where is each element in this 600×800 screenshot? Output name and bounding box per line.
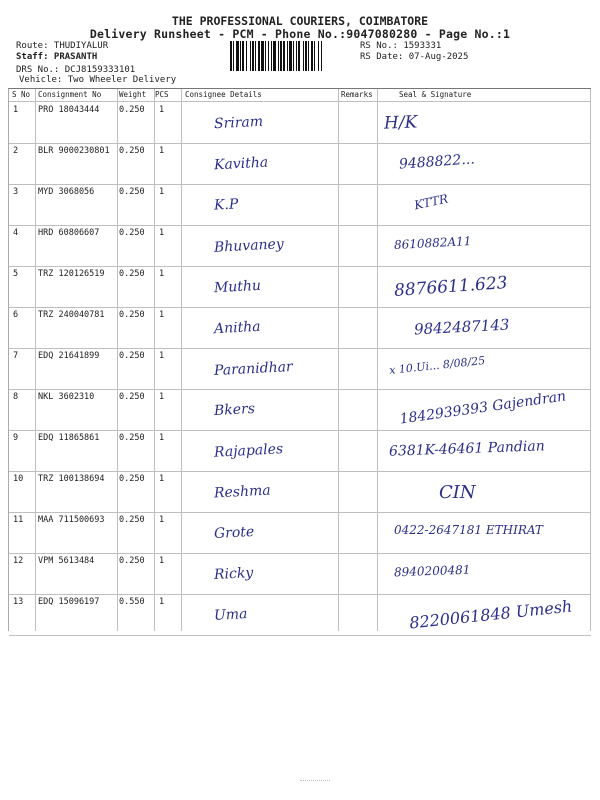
row-pcs: 1 [159, 228, 165, 238]
row-sno: 13 [13, 597, 24, 607]
seal-signature: 8610882A11 [393, 233, 472, 253]
barcode-bar [236, 41, 239, 71]
consignee-signature: Grote [213, 523, 255, 543]
row-sno: 12 [13, 556, 24, 566]
consignee-signature: Kavitha [213, 154, 269, 174]
row-sno: 7 [13, 351, 19, 361]
row-weight: 0.250 [119, 146, 145, 156]
consignee-signature: Rajapales [213, 441, 284, 461]
row-pcs: 1 [159, 187, 165, 197]
seal-signature: 0422-2647181 ETHIRAT [394, 523, 543, 537]
row-consignment-no: MAA 711500693 [38, 515, 105, 525]
barcode-bar [273, 41, 276, 71]
barcode-bar [280, 41, 282, 71]
consignee-signature: Reshma [213, 482, 272, 502]
row-consignment-no: EDQ 11865861 [38, 433, 100, 443]
row-pcs: 1 [159, 351, 165, 361]
barcode-bar [296, 41, 297, 71]
barcode-bar [240, 41, 241, 71]
row-sno: 2 [13, 146, 19, 156]
seal-signature: H/K [383, 112, 418, 134]
row-weight: 0.250 [119, 474, 145, 484]
row-sno: 10 [13, 474, 24, 484]
row-pcs: 1 [159, 310, 165, 320]
barcode-bar [289, 41, 292, 71]
seal-signature: 8220061848 Umesh [408, 596, 574, 633]
consignee-signature: Bkers [213, 400, 256, 420]
barcode-bar [318, 41, 319, 71]
row-pcs: 1 [159, 474, 165, 484]
row-divider [9, 143, 591, 144]
seal-signature: 1842939393 Gajendran [398, 388, 568, 428]
seal-signature: 9488822... [398, 151, 476, 173]
row-divider [9, 594, 591, 595]
row-weight: 0.250 [119, 351, 145, 361]
row-divider [9, 184, 591, 185]
row-consignment-no: BLR 9000230801 [38, 146, 110, 156]
barcode-bar [303, 41, 304, 71]
runsheet-table [8, 88, 591, 631]
row-divider [9, 430, 591, 431]
row-weight: 0.250 [119, 392, 145, 402]
vehicle-label: Vehicle: Two Wheeler Delivery [19, 75, 177, 85]
row-divider [9, 225, 591, 226]
consignee-signature: Ricky [213, 564, 254, 584]
barcode-bar [252, 41, 254, 71]
row-divider [9, 512, 591, 513]
barcode-bar [321, 41, 322, 71]
consignee-signature: Sriram [213, 113, 264, 133]
row-weight: 0.250 [119, 310, 145, 320]
row-consignment-no: VPM 5613484 [38, 556, 95, 566]
seal-signature: KTTR [412, 191, 450, 213]
seal-signature: 8940200481 [393, 562, 471, 580]
col-consignee: Consignee Details [185, 90, 262, 99]
row-pcs: 1 [159, 105, 165, 115]
staff-label: Staff: PRASANTH [16, 52, 98, 62]
row-sno: 3 [13, 187, 19, 197]
barcode-bar [233, 41, 234, 71]
consignee-signature: Anitha [213, 318, 261, 338]
company-title: THE PROFESSIONAL COURIERS, COIMBATORE [171, 14, 429, 28]
footer-mark [300, 780, 330, 787]
row-sno: 1 [13, 105, 19, 115]
rs-number: RS No.: 1593331 [360, 41, 442, 51]
barcode-bar [283, 41, 285, 71]
row-consignment-no: TRZ 240040781 [38, 310, 105, 320]
barcode-bar [308, 41, 309, 71]
col-weight: Weight [119, 90, 147, 99]
col-sno: S No [12, 90, 31, 99]
barcode-bar [298, 41, 300, 71]
row-consignment-no: TRZ 120126519 [38, 269, 105, 279]
row-sno: 9 [13, 433, 19, 443]
consignee-signature: Muthu [213, 277, 262, 297]
row-pcs: 1 [159, 597, 165, 607]
col-remarks: Remarks [341, 90, 373, 99]
row-pcs: 1 [159, 146, 165, 156]
row-sno: 4 [13, 228, 19, 238]
barcode-bar [250, 41, 251, 71]
barcode [230, 41, 358, 71]
col-pcs: PCS [155, 90, 169, 99]
row-pcs: 1 [159, 515, 165, 525]
col-consignment: Consignment No [38, 90, 102, 99]
barcode-bar [305, 41, 307, 71]
barcode-bar [293, 41, 294, 71]
row-weight: 0.250 [119, 228, 145, 238]
row-weight: 0.250 [119, 515, 145, 525]
row-sno: 6 [13, 310, 19, 320]
barcode-bar [230, 41, 232, 71]
seal-signature: CIN [439, 482, 476, 503]
row-divider [9, 348, 591, 349]
rs-date: RS Date: 07-Aug-2025 [360, 52, 469, 62]
barcode-bar [258, 41, 260, 71]
seal-signature: x 10.Ui... 8/08/25 [388, 353, 486, 378]
drs-number: DRS No.: DCJ8159333101 [16, 65, 136, 75]
barcode-bar [261, 41, 264, 71]
barcode-bar [287, 41, 288, 71]
row-weight: 0.550 [119, 597, 145, 607]
row-sno: 5 [13, 269, 19, 279]
row-weight: 0.250 [119, 556, 145, 566]
row-consignment-no: EDQ 21641899 [38, 351, 100, 361]
consignee-signature: Uma [213, 606, 248, 624]
seal-signature: 9842487143 [413, 315, 510, 339]
barcode-bar [278, 41, 279, 71]
consignee-signature: K.P [213, 196, 239, 214]
row-consignment-no: HRD 60806607 [38, 228, 100, 238]
row-pcs: 1 [159, 269, 165, 279]
row-divider [9, 635, 591, 636]
row-divider [9, 471, 591, 472]
row-sno: 8 [13, 392, 19, 402]
row-divider [9, 266, 591, 267]
row-weight: 0.250 [119, 187, 145, 197]
row-pcs: 1 [159, 556, 165, 566]
row-consignment-no: PRO 18043444 [38, 105, 100, 115]
row-consignment-no: EDQ 15096197 [38, 597, 100, 607]
row-consignment-no: MYD 3068056 [38, 187, 95, 197]
row-pcs: 1 [159, 433, 165, 443]
row-weight: 0.250 [119, 269, 145, 279]
row-weight: 0.250 [119, 105, 145, 115]
row-consignment-no: TRZ 100138694 [38, 474, 105, 484]
route-label: Route: THUDIYALUR [16, 41, 109, 51]
row-divider [9, 389, 591, 390]
seal-signature: 6381K-46461 Pandian [388, 438, 545, 460]
barcode-bar [246, 41, 247, 71]
row-consignment-no: NKL 3602310 [38, 392, 95, 402]
row-divider [9, 307, 591, 308]
barcode-bar [314, 41, 315, 71]
barcode-bar [265, 41, 266, 71]
barcode-bar [255, 41, 256, 71]
barcode-bar [242, 41, 244, 71]
barcode-bar [311, 41, 313, 71]
seal-signature: 8876611.623 [393, 273, 509, 301]
row-sno: 11 [13, 515, 24, 525]
col-seal: Seal & Signature [399, 90, 472, 99]
barcode-bar [271, 41, 272, 71]
row-weight: 0.250 [119, 433, 145, 443]
runsheet-subtitle: Delivery Runsheet - PCM - Phone No.:9047080280 - Page No.:1 [89, 27, 511, 41]
row-pcs: 1 [159, 392, 165, 402]
barcode-bar [268, 41, 269, 71]
row-divider [9, 553, 591, 554]
consignee-signature: Paranidhar [213, 358, 294, 380]
consignee-signature: Bhuvaney [213, 236, 285, 256]
